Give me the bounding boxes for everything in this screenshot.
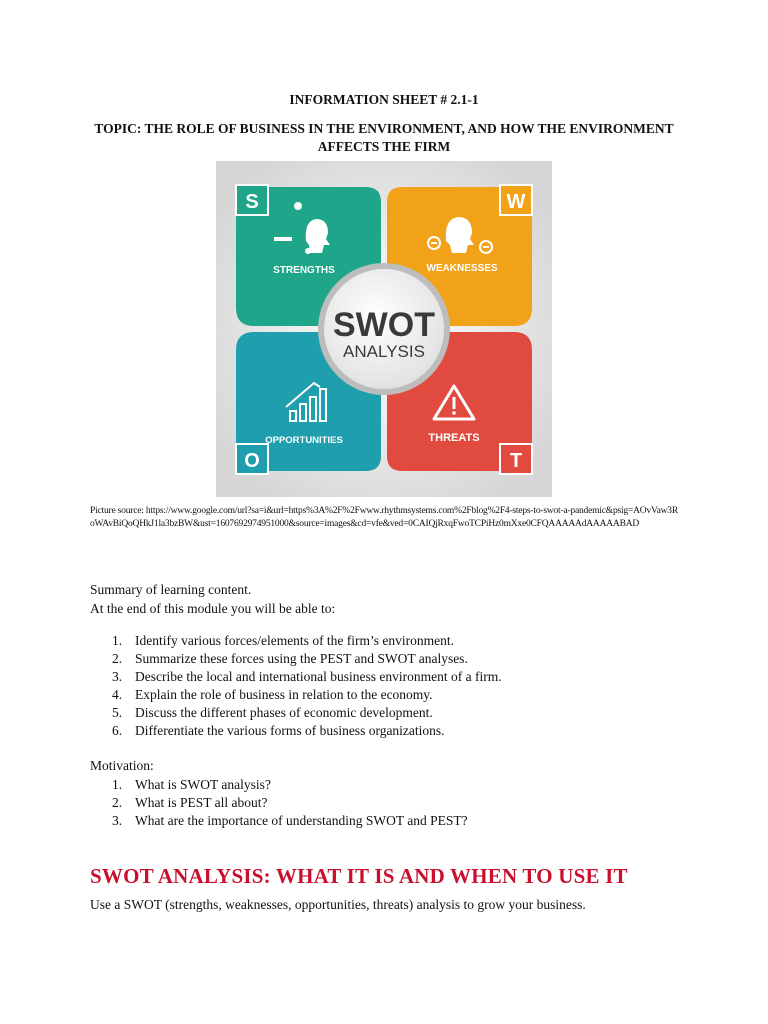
sheet-title: INFORMATION SHEET # 2.1-1 bbox=[289, 92, 479, 107]
list-item: 4. Explain the role of business in relation to the economy. bbox=[112, 687, 433, 702]
opportunities-label: OPPORTUNITIES bbox=[265, 435, 343, 446]
topic-heading: TOPIC: THE ROLE OF BUSINESS IN THE ENVIRONMENT, AND HOW THE ENVIRONMENT AFFECTS THE FIRM bbox=[94, 121, 674, 154]
strengths-label: STRENGTHS bbox=[273, 265, 335, 276]
learning-outcomes-list bbox=[90, 632, 710, 740]
list-item: 2. What is PEST all about? bbox=[112, 795, 268, 810]
opportunities-letter: O bbox=[244, 450, 260, 472]
threats-letter: T bbox=[509, 450, 523, 472]
picture-source: Picture source: https://www.google.com/url?sa=i&url=https%3A%2F%2Fwww.rhythmsystems.com%2Fblog%2F4-steps-to-swot-a-pandemic&psig=AOvVaw3RoWAvBiQoQHkJ1la3bzBW&ust=1607692974951000&source=images&cd=vfe&ved=0CAIQjRxqFwoTCPiHz0mXxe0CFQAAAAAdAAAAABAD bbox=[90, 506, 678, 529]
list-item: 2. Summarize these forces using the PEST and SWOT analyses. bbox=[112, 651, 468, 666]
list-item: 6. Differentiate the various forms of business organizations. bbox=[112, 723, 445, 738]
center-subtitle: ANALYSIS bbox=[343, 342, 425, 361]
section-paragraph: Use a SWOT (strengths, weaknesses, opportunities, threats) analysis to grow your business. bbox=[90, 897, 586, 912]
summary-block bbox=[90, 580, 690, 618]
section-heading: SWOT ANALYSIS: WHAT IT IS AND WHEN TO USE IT bbox=[90, 864, 628, 888]
strengths-letter: S bbox=[245, 191, 259, 213]
list-item: 1. What is SWOT analysis? bbox=[112, 777, 271, 792]
motivation-list bbox=[90, 776, 710, 830]
summary-line: Summary of learning content. bbox=[90, 582, 252, 597]
list-item: 3. What are the importance of understanding SWOT and PEST? bbox=[112, 813, 468, 828]
threats-label: THREATS bbox=[428, 432, 480, 444]
weaknesses-letter: W bbox=[506, 191, 526, 213]
list-item: 5. Discuss the different phases of economic development. bbox=[112, 705, 433, 720]
summary-intro: At the end of this module you will be able to: bbox=[90, 601, 336, 616]
weaknesses-label: WEAKNESSES bbox=[426, 263, 498, 274]
swot-figure bbox=[216, 161, 552, 497]
list-item: 3. Describe the local and international business environment of a firm. bbox=[112, 669, 502, 684]
motivation-label: Motivation: bbox=[90, 758, 154, 773]
list-item: 1. Identify various forces/elements of the firm’s environment. bbox=[112, 633, 455, 648]
center-title: SWOT bbox=[333, 306, 435, 344]
